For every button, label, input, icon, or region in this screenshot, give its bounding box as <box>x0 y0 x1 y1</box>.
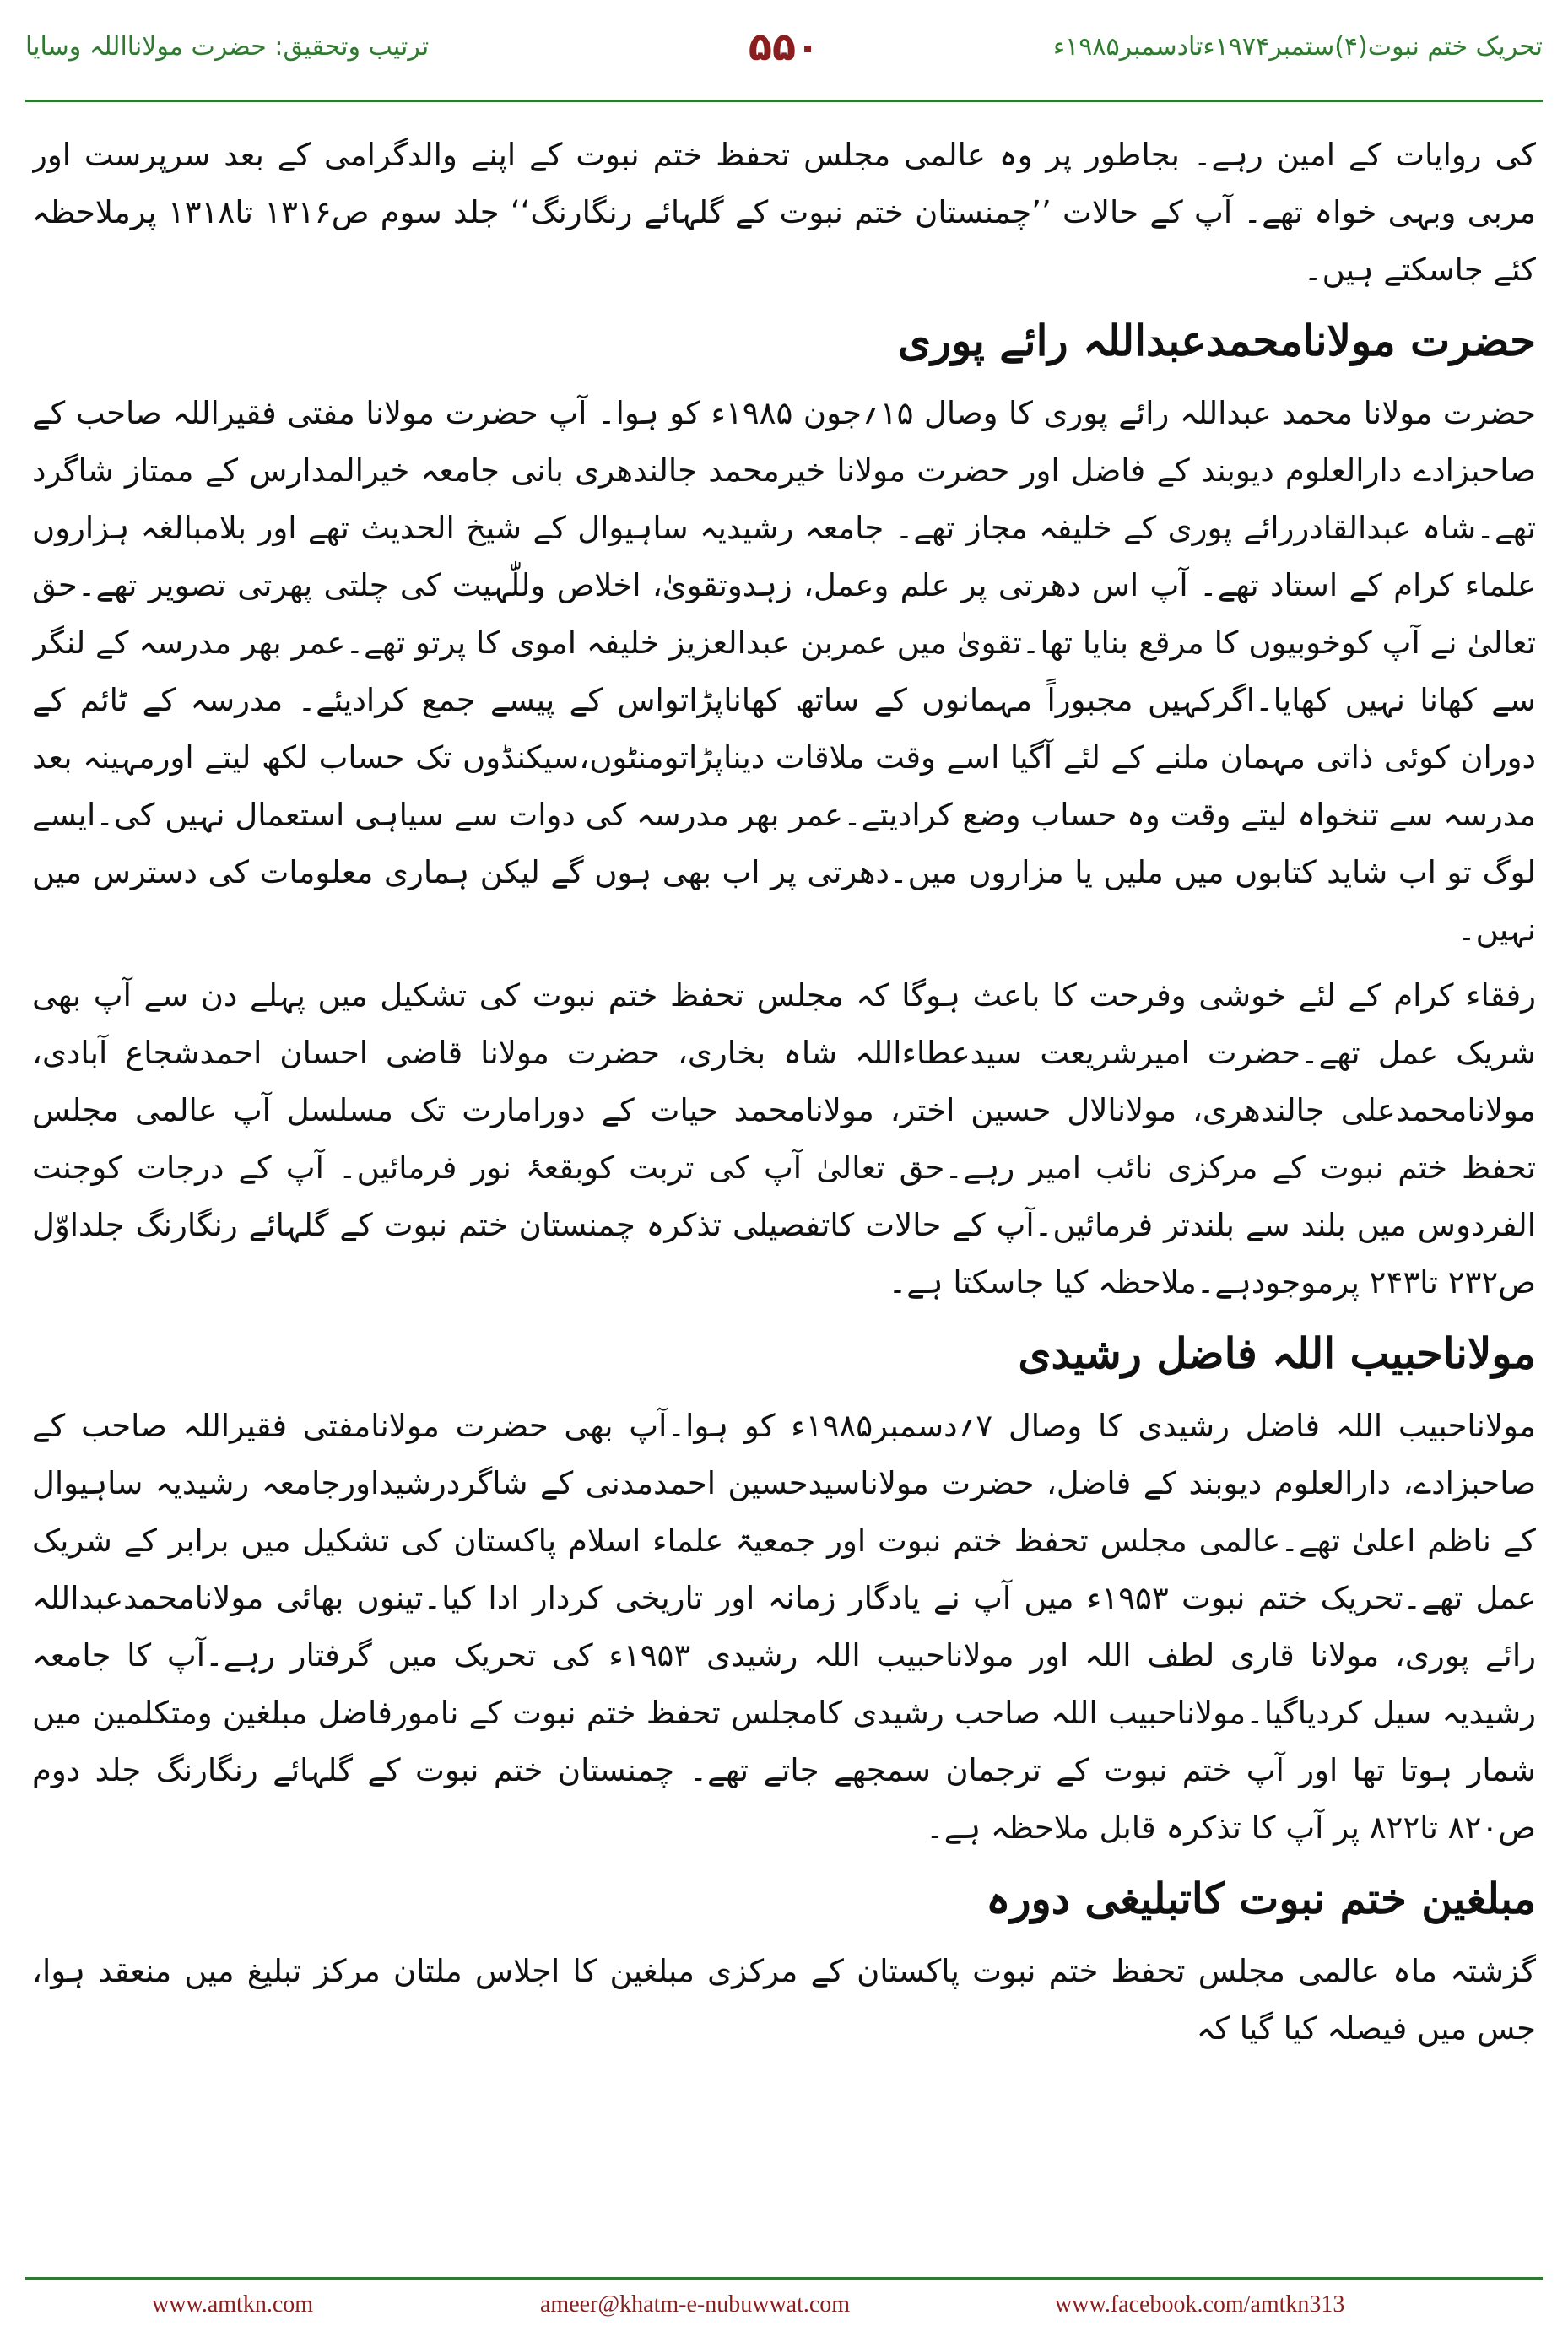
header-book-title: تحریک ختم نبوت(۴)ستمبر۱۹۷۴ءتادسمبر۱۹۸۵ء <box>1053 32 1543 62</box>
page-number: ۵۵۰ <box>748 24 820 69</box>
footer-website-link[interactable]: www.amtkn.com <box>152 2291 314 2318</box>
heading-habibullah-rashidi: مولاناحبیب اللہ فاضل رشیدی <box>1018 1328 1536 1378</box>
paragraph-5: گزشتہ ماہ عالمی مجلس تحفظ ختم نبوت پاکستان کے مرکزی مبلغین کا اجلاس ملتان مرکز تبلیغ میں منعقد ہوا، جس میں فیصلہ کیا گیا کہ <box>32 1953 1536 2047</box>
page-footer <box>0 2283 1568 2329</box>
paragraph-4: مولاناحبیب اللہ فاضل رشیدی کا وصال ۷؍دسمبر۱۹۸۵ء کو ہوا۔آپ بھی حضرت مولانامفتی فقیراللہ صاحب کے صاحبزادے، دارالعلوم دیوبند کے فاضل، حضرت مولاناسیدحسین احمدمدنی کے شاگردرشیداورجامعہ رشیدیہ ساہیوال کے ناظم اعلیٰ تھے۔عالمی مجلس تحفظ ختم نبوت اور جمعیۃ علماء اسلام پاکستان کی تشکیل میں برابر کے شریک عمل تھے۔تحریک ختم نبوت ۱۹۵۳ء میں آپ نے یادگار زمانہ اور تاریخی کردار ادا کیا۔تینوں بھائی مولانامحمدعبداللہ رائے پوری، مولانا قاری لطف اللہ اور مولاناحبیب اللہ رشیدی ۱۹۵۳ء کی تحریک میں گرفتار رہے۔آپ کا جامعہ رشیدیہ سیل کردیاگیا۔مولاناحبیب اللہ صاحب رشیدی کامجلس تحفظ ختم نبوت کے نامورفاضل مبلغین ومتکلمین میں شمار ہوتا تھا اور آپ ختم نبوت کے ترجمان سمجھے جاتے تھے۔ چمنستان ختم نبوت کے گلہائے رنگارنگ جلد دوم ص۸۲۰ تا۸۲۲ پر آپ کا تذکرہ قابل ملاحظہ ہے۔ <box>32 1408 1536 1846</box>
page-header <box>0 0 1568 105</box>
paragraph-2: حضرت مولانا محمد عبداللہ رائے پوری کا وصال ۱۵؍جون ۱۹۸۵ء کو ہوا۔ آپ حضرت مولانا مفتی فقیراللہ صاحب کے صاحبزادے دارالعلوم دیوبند کے فاضل اور حضرت مولانا خیرمحمد جالندھری بانی جامعہ خیرالمدارس کے ممتاز شاگرد تھے۔شاہ عبدالقادررائے پوری کے خلیفہ مجاز تھے۔ جامعہ رشیدیہ ساہیوال کے شیخ الحدیث تھے اور بلامبالغہ ہزاروں علماء کرام کے استاد تھے۔ آپ اس دھرتی پر علم وعمل، زہدوتقویٰ، اخلاص وللّٰہیت کی چلتی پھرتی تصویر تھے۔حق تعالیٰ نے آپ کوخوبیوں کا مرقع بنایا تھا۔تقویٰ میں عمربن عبدالعزیز خلیفہ اموی کا پرتو تھے۔عمر بھر مدرسہ کے لنگر سے کھانا نہیں کھایا۔اگرکہیں مجبوراً مہمانوں کے ساتھ کھاناپڑاتواس کے پیسے جمع کرادیئے۔ مدرسہ کے ٹائم کے دوران کوئی ذاتی مہمان ملنے کے لئے آگیا اسے وقت ملاقات دیناپڑاتومنٹوں،سیکنڈوں تک حساب لکھ لیتے اورمہینہ بعد مدرسہ سے تنخواہ لیتے وقت وہ حساب وضع کرادیتے۔عمر بھر مدرسہ کی دوات سے سیاہی استعمال نہیں کی۔ایسے لوگ تو اب شاید کتابوں میں ملیں یا مزاروں میں۔دھرتی پر اب بھی ہوں گے لیکن ہماری معلومات کی دسترس میں نہیں۔ <box>32 395 1536 948</box>
footer-rule <box>25 2277 1543 2280</box>
header-rule <box>25 100 1543 102</box>
page-content <box>32 127 1536 2262</box>
footer-email-link[interactable]: ameer@khatm-e-nubuwwat.com <box>540 2291 851 2318</box>
heading-muballigheen-tour: مبلغین ختم نبوت کاتبلیغی دورہ <box>986 1874 1536 1923</box>
paragraph-3: رفقاء کرام کے لئے خوشی وفرحت کا باعث ہوگا کہ مجلس تحفظ ختم نبوت کی تشکیل میں پہلے دن سے آپ بھی شریک عمل تھے۔حضرت امیرشریعت سیدعطاءاللہ شاہ بخاری، حضرت مولانا قاضی احسان احمدشجاع آبادی، مولانامحمدعلی جالندھری، مولانالال حسین اختر، مولانامحمد حیات کے دورامارت تک مسلسل آپ عالمی مجلس تحفظ ختم نبوت کے مرکزی نائب امیر رہے۔حق تعالیٰ آپ کی تربت کوبقعۂ نور فرمائیں۔ آپ کے درجات کوجنت الفردوس میں بلند سے بلندتر فرمائیں۔آپ کے حالات کاتفصیلی تذکرہ چمنستان ختم نبوت کے گلہائے رنگارنگ جلداوّل ص۲۳۲ تا۲۴۳ پرموجودہے۔ملاحظہ کیا جاسکتا ہے۔ <box>32 977 1536 1301</box>
header-author: ترتیب وتحقیق: حضرت مولانااللہ وسایا <box>25 32 430 62</box>
footer-facebook-link[interactable]: www.facebook.com/amtkn313 <box>1055 2291 1345 2318</box>
heading-abdullah-raipuri: حضرت مولانامحمدعبداللہ رائے پوری <box>897 316 1536 365</box>
paragraph-1: کی روایات کے امین رہے۔ بجاطور پر وہ عالمی مجلس تحفظ ختم نبوت کے اپنے والدگرامی کے بعد سرپرست اور مربی وبہی خواہ تھے۔ آپ کے حالات ’’چمنستان ختم نبوت کے گلہائے رنگارنگ‘‘ جلد سوم ص۱۳۱۶ تا۱۳۱۸ پرملاحظہ کئے جاسکتے ہیں۔ <box>32 137 1536 288</box>
